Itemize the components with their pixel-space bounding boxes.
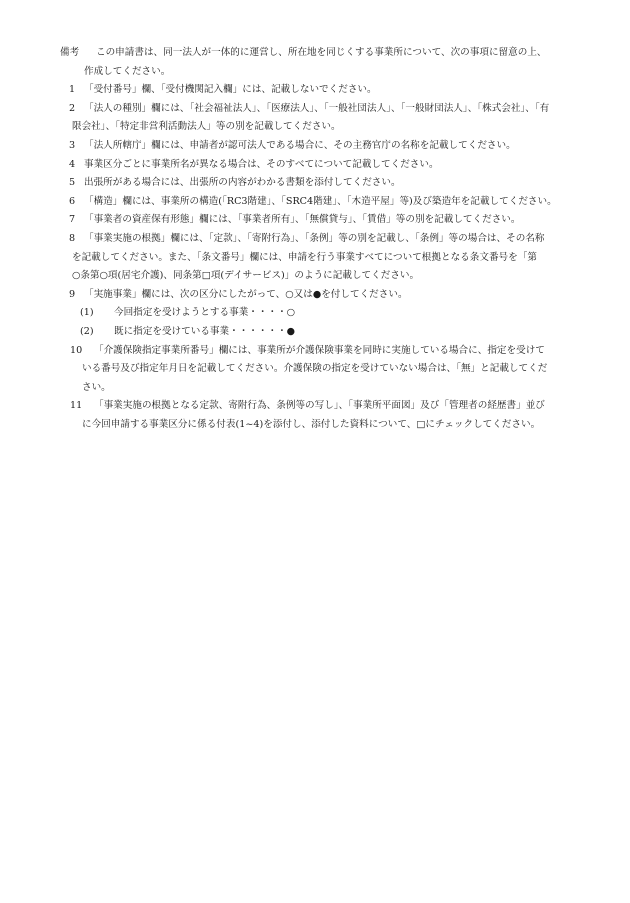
remark-text (84, 211, 580, 230)
remark-line: 「事業実施の根拠となる定款、寄附行為、条例等の写し」、「事業所平面図」及び「管理者の経歴書」並び (94, 400, 545, 412)
remark-line: ○条第○項(居宅介護)、同条第□項(デイサービス)」のように記載してください。 (72, 270, 420, 282)
remark-item (60, 230, 580, 286)
remarks-heading: 備考 (60, 47, 80, 58)
remark-line: 「事業者の資産保有形態」欄には、「事業者所有」、「無償貸与」、「賃借」等の別を記載してください。 (84, 214, 521, 226)
remark-subitem (60, 304, 580, 323)
remarks-section (60, 44, 580, 434)
remark-line: 限会社」、「特定非営利活動法人」等の別を記載してください。 (72, 121, 341, 133)
remark-text (84, 286, 580, 305)
remark-text (84, 137, 580, 156)
remarks-sublist (60, 304, 580, 341)
remark-text (84, 81, 580, 100)
remark-item (60, 193, 580, 212)
remark-number: 5 (68, 177, 76, 189)
remark-number: 8 (68, 232, 76, 244)
remark-item (60, 174, 580, 193)
remark-line: 出張所がある場合には、出張所の内容がわかる書類を添付してください。 (84, 177, 401, 189)
remarks-list-tail (60, 342, 580, 435)
remark-item (60, 397, 580, 434)
remark-text (82, 397, 580, 434)
remark-number: 1 (68, 84, 76, 96)
remark-line: 「介護保険指定事業所番号」欄には、事業所が介護保険事業を同時に実施している場合に、指定を受けて (94, 344, 545, 356)
remarks-intro-continuation: 作成してください。 (84, 65, 171, 77)
remark-number: 6 (68, 195, 76, 207)
remark-item (60, 211, 580, 230)
remark-line: 「事業実施の根拠」欄には、「定款」、「寄附行為」、「条例」等の別を記載し、「条例」等の場合は、その名称 (84, 232, 545, 244)
remark-item (60, 342, 580, 398)
remark-subitem-text: 今回指定を受けようとする事業・・・・○ (114, 307, 296, 319)
remark-line: 「法人所轄庁」欄には、申請者が認可法人である場合に、その主務官庁の名称を記載してください。 (84, 139, 516, 151)
remark-line: いる番号及び指定年月日を記載してください。介護保険の指定を受けていない場合は、「無」と記載してくだ (82, 363, 548, 375)
remark-text (84, 193, 580, 212)
remark-line: に今回申請する事業区分に係る付表(1~4)を添付し、添付した資料について、□にチェックしてください。 (82, 418, 541, 430)
remark-line: 「法人の種別」欄には、「社会福祉法人」、「医療法人」、「一般社団法人」、「一般財団法人」、「株式会社」、「有 (84, 102, 550, 114)
remark-subitem (60, 323, 580, 342)
remark-line: 「構造」欄には、事業所の構造(「RC3階建」、「SRC4階建」、「木造平屋」等)及び築造年を記載してください。 (84, 195, 557, 207)
remark-text (72, 100, 580, 137)
remark-number: 3 (68, 139, 76, 151)
remark-item (60, 286, 580, 305)
remark-item (60, 156, 580, 175)
remark-number: 7 (68, 214, 76, 226)
remark-subitem-number: (2) (80, 325, 94, 337)
remark-line: 事業区分ごとに事業所名が異なる場合は、そのすべてについて記載してください。 (84, 158, 439, 170)
remark-line: を記載してください。また、「条文番号」欄には、申請を行う事業すべてについて根拠となる条文番号を「第 (72, 251, 537, 263)
remarks-intro-line: この申請書は、同一法人が一体的に運営し、所在地を同じくする事業所について、次の事項に留意の上、 (96, 47, 547, 58)
remark-subitem-text: 既に指定を受けている事業・・・・・・● (114, 325, 296, 337)
remark-text (84, 156, 580, 175)
remark-number: 9 (68, 288, 76, 300)
remark-number: 4 (68, 158, 76, 170)
remark-line: 「実施事業」欄には、次の区分にしたがって、○又は●を付してください。 (84, 288, 408, 300)
remark-number: 11 (70, 400, 83, 412)
remark-text (82, 342, 580, 398)
remark-item (60, 81, 580, 100)
remark-line: 「受付番号」欄、「受付機関記入欄」には、記載しないでください。 (84, 84, 377, 96)
remark-line: さい。 (82, 381, 111, 393)
remark-subitem-number: (1) (80, 307, 94, 319)
remark-number: 2 (68, 102, 76, 114)
remarks-intro (60, 44, 580, 63)
remark-number: 10 (70, 344, 83, 356)
remarks-list (60, 81, 580, 304)
remark-text (84, 174, 580, 193)
remark-text (72, 230, 580, 286)
remark-item (60, 100, 580, 137)
remark-item (60, 137, 580, 156)
